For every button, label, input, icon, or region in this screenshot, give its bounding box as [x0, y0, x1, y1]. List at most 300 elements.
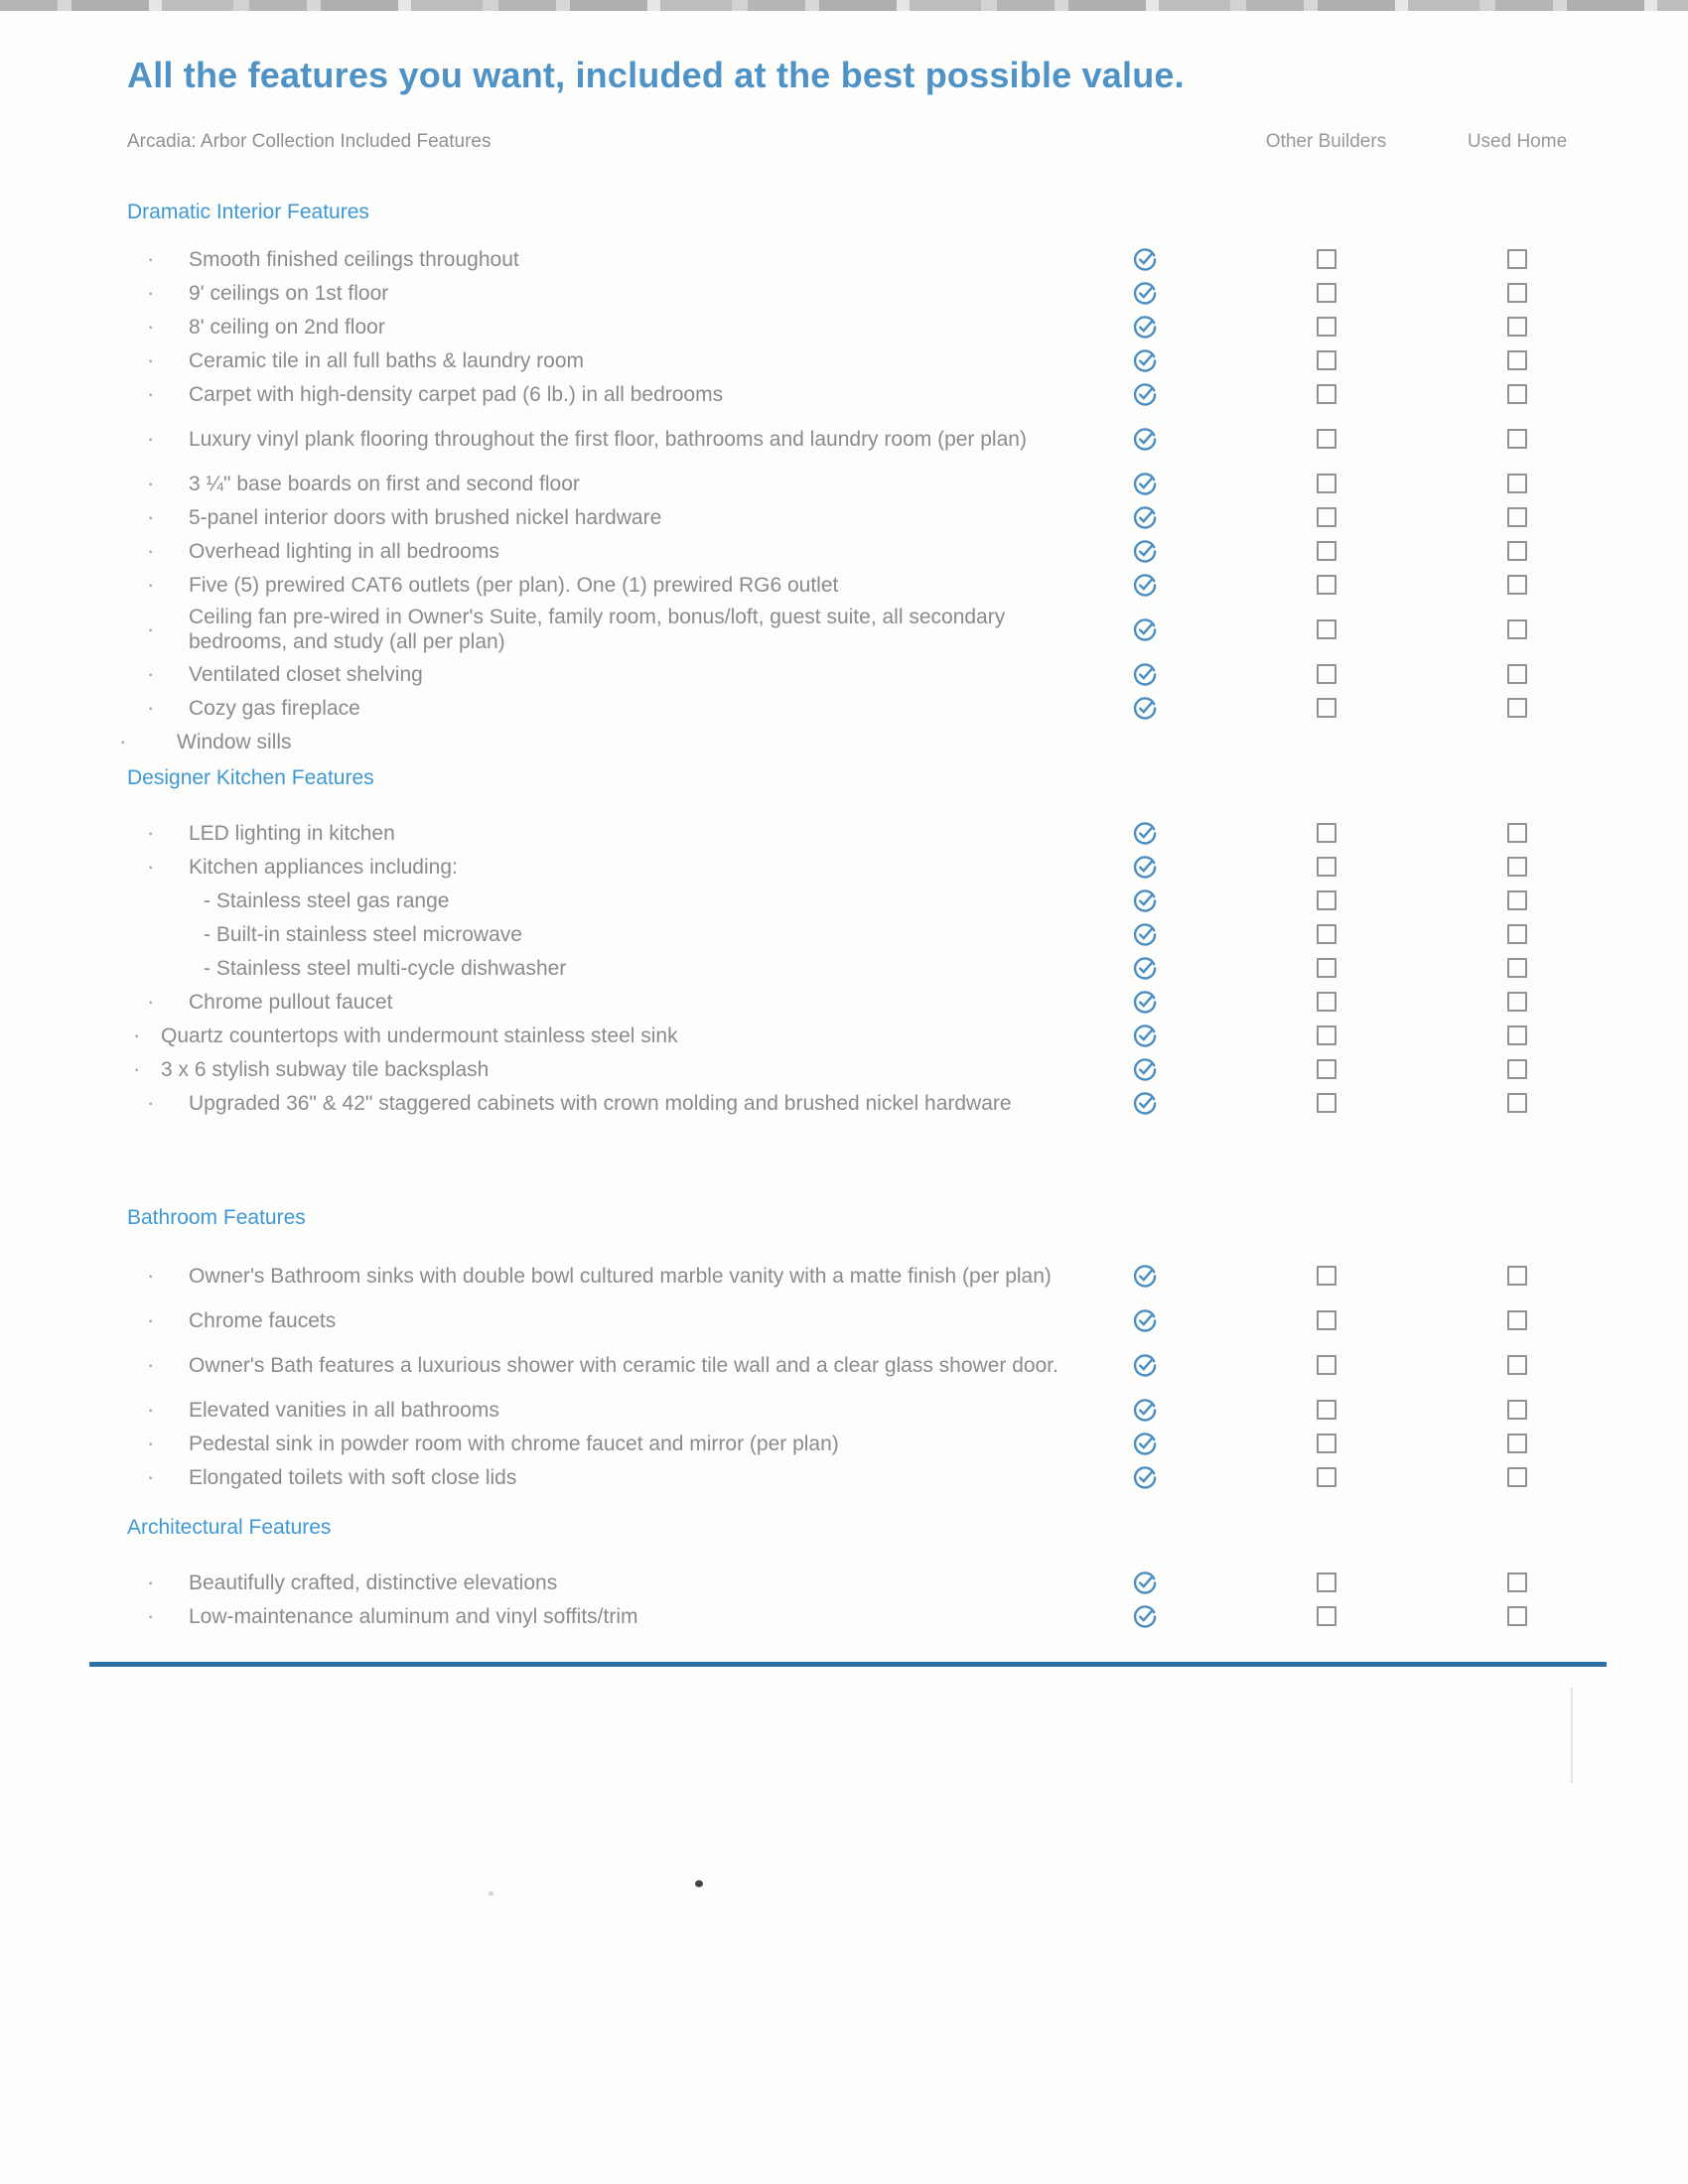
feature-text: Upgraded 36" & 42" staggered cabinets with crown molding and brushed nickel hardware	[189, 1091, 1012, 1115]
feature-label	[127, 990, 1085, 1015]
feature-text: Pedestal sink in powder room with chrome faucet and mirror (per plan)	[189, 1432, 839, 1455]
feature-row	[127, 1303, 1688, 1337]
bullet-dot: ·	[147, 1603, 155, 1628]
used-home-checkbox[interactable]	[1507, 350, 1527, 370]
used-home-checkbox-cell	[1448, 1025, 1587, 1045]
feature-text: Window sills	[177, 730, 292, 753]
circled-check-icon	[1132, 1570, 1158, 1595]
used-home-checkbox-cell	[1448, 474, 1587, 493]
feature-text: Ceiling fan pre-wired in Owner's Suite, family room, bonus/loft, guest suite, all secondary bedrooms, and study (all per plan)	[189, 606, 1006, 653]
feature-text: Quartz countertops with undermount stainless steel sink	[161, 1024, 678, 1047]
feature-text: 5-panel interior doors with brushed nickel hardware	[189, 505, 662, 529]
other-builders-checkbox[interactable]	[1317, 857, 1336, 877]
other-builders-checkbox-cell	[1204, 1400, 1448, 1420]
used-home-checkbox[interactable]	[1507, 823, 1527, 843]
feature-text: Ceramic tile in all full baths & laundry room	[189, 348, 584, 372]
other-builders-checkbox[interactable]	[1317, 507, 1336, 527]
arcadia-included-cell	[1085, 616, 1204, 642]
other-builders-checkbox[interactable]	[1317, 1433, 1336, 1453]
arcadia-included-cell	[1085, 820, 1204, 846]
used-home-checkbox[interactable]	[1507, 958, 1527, 978]
circled-check-icon	[1132, 572, 1158, 598]
other-builders-checkbox[interactable]	[1317, 664, 1336, 684]
feature-text: Low-maintenance aluminum and vinyl soffits/trim	[189, 1604, 638, 1628]
other-builders-checkbox-cell	[1204, 924, 1448, 944]
bullet-dot: ·	[147, 854, 155, 879]
feature-text: - Stainless steel multi-cycle dishwasher	[204, 956, 567, 980]
bullet-dot: ·	[147, 695, 155, 720]
scan-edge-artifact	[0, 0, 1688, 11]
feature-text: Owner's Bathroom sinks with double bowl cultured marble vanity with a matte finish (per plan)	[189, 1264, 1052, 1288]
used-home-checkbox-cell	[1448, 1606, 1587, 1626]
used-home-checkbox-cell	[1448, 823, 1587, 843]
feature-label	[127, 662, 1085, 687]
bullet-dot: ·	[147, 1263, 155, 1288]
used-home-checkbox[interactable]	[1507, 619, 1527, 639]
section-title: Dramatic Interior Features	[127, 201, 369, 223]
feature-label	[127, 427, 1085, 452]
feature-row	[127, 850, 1688, 884]
other-builders-checkbox-cell	[1204, 823, 1448, 843]
other-builders-checkbox[interactable]	[1317, 1355, 1336, 1375]
used-home-checkbox[interactable]	[1507, 1093, 1527, 1113]
other-builders-checkbox-cell	[1204, 857, 1448, 877]
report-subtitle: Arcadia: Arbor Collection Included Features	[127, 131, 492, 152]
used-home-checkbox[interactable]	[1507, 698, 1527, 718]
other-builders-checkbox[interactable]	[1317, 698, 1336, 718]
feature-text: Owner's Bath features a luxurious shower with ceramic tile wall and a clear glass shower door.	[189, 1353, 1058, 1377]
bullet-dot: ·	[147, 246, 155, 271]
page-title: All the features you want, included at the best possible value.	[127, 55, 1185, 95]
used-home-checkbox-cell	[1448, 507, 1587, 527]
other-builders-checkbox-cell	[1204, 575, 1448, 595]
feature-text: Carpet with high-density carpet pad (6 lb.) in all bedrooms	[189, 382, 724, 406]
arcadia-included-cell	[1085, 504, 1204, 530]
feature-row	[127, 1393, 1688, 1427]
feature-row	[127, 1460, 1688, 1494]
used-home-checkbox-cell	[1448, 924, 1587, 944]
bullet-dot: ·	[133, 1023, 141, 1047]
feature-text: Cozy gas fireplace	[189, 696, 360, 720]
other-builders-checkbox-cell	[1204, 350, 1448, 370]
other-builders-checkbox-cell	[1204, 958, 1448, 978]
arcadia-included-cell	[1085, 955, 1204, 981]
feature-label	[127, 696, 1085, 721]
feature-text: Five (5) prewired CAT6 outlets (per plan). One (1) prewired RG6 outlet	[189, 573, 839, 597]
feature-text: Luxury vinyl plank flooring throughout the first floor, bathrooms and laundry room (per plan)	[189, 427, 1027, 451]
other-builders-checkbox[interactable]	[1317, 350, 1336, 370]
other-builders-checkbox-cell	[1204, 429, 1448, 449]
bullet-dot: ·	[133, 1056, 141, 1081]
other-builders-checkbox-cell	[1204, 1093, 1448, 1113]
used-home-checkbox-cell	[1448, 283, 1587, 303]
arcadia-included-cell	[1085, 1464, 1204, 1490]
column-header-used-home: Used Home	[1467, 131, 1568, 152]
section-title: Architectural Features	[127, 1516, 332, 1539]
bullet-dot: ·	[147, 572, 155, 597]
bullet-dot: ·	[147, 1307, 155, 1332]
other-builders-checkbox[interactable]	[1317, 1059, 1336, 1079]
other-builders-checkbox-cell	[1204, 698, 1448, 718]
other-builders-checkbox-cell	[1204, 1433, 1448, 1453]
feature-text: Chrome pullout faucet	[189, 990, 393, 1014]
circled-check-icon	[1132, 1603, 1158, 1629]
other-builders-checkbox-cell	[1204, 619, 1448, 639]
bullet-dot: ·	[147, 347, 155, 372]
feature-text: 9' ceilings on 1st floor	[189, 281, 389, 305]
used-home-checkbox[interactable]	[1507, 474, 1527, 493]
used-home-checkbox-cell	[1448, 1310, 1587, 1330]
feature-row	[127, 534, 1688, 568]
feature-label	[127, 382, 1085, 407]
used-home-checkbox[interactable]	[1507, 1606, 1527, 1626]
feature-row	[127, 242, 1688, 276]
feature-text: Beautifully crafted, distinctive elevations	[189, 1570, 558, 1594]
feature-row	[127, 657, 1688, 691]
other-builders-checkbox-cell	[1204, 1355, 1448, 1375]
other-builders-checkbox[interactable]	[1317, 1467, 1336, 1487]
feature-text: Elongated toilets with soft close lids	[189, 1465, 517, 1489]
circled-check-icon	[1132, 661, 1158, 687]
used-home-checkbox[interactable]	[1507, 890, 1527, 910]
feature-row	[127, 985, 1688, 1019]
used-home-checkbox[interactable]	[1507, 664, 1527, 684]
arcadia-included-cell	[1085, 1307, 1204, 1333]
used-home-checkbox[interactable]	[1507, 1467, 1527, 1487]
other-builders-checkbox[interactable]	[1317, 924, 1336, 944]
feature-label	[127, 1604, 1085, 1629]
features-section	[127, 1204, 1688, 1494]
bullet-dot: ·	[119, 729, 127, 753]
used-home-checkbox-cell	[1448, 541, 1587, 561]
circled-check-icon	[1132, 471, 1158, 496]
used-home-checkbox[interactable]	[1507, 857, 1527, 877]
circled-check-icon	[1132, 1307, 1158, 1333]
bullet-dot: ·	[147, 1431, 155, 1455]
circled-check-icon	[1132, 820, 1158, 846]
used-home-checkbox-cell	[1448, 575, 1587, 595]
used-home-checkbox-cell	[1448, 350, 1587, 370]
other-builders-checkbox[interactable]	[1317, 1266, 1336, 1286]
bullet-dot: ·	[147, 820, 155, 845]
feature-row	[127, 568, 1688, 602]
feature-label	[127, 315, 1085, 340]
other-builders-checkbox[interactable]	[1317, 429, 1336, 449]
other-builders-checkbox[interactable]	[1317, 958, 1336, 978]
features-section	[127, 1514, 1688, 1633]
feature-row	[127, 691, 1688, 725]
feature-row	[127, 1427, 1688, 1460]
feature-label	[127, 605, 1085, 654]
other-builders-checkbox-cell	[1204, 1572, 1448, 1592]
arcadia-included-cell	[1085, 1352, 1204, 1378]
feature-text: 3 ¼" base boards on first and second floor	[189, 472, 580, 495]
arcadia-included-cell	[1085, 426, 1204, 452]
used-home-checkbox-cell	[1448, 664, 1587, 684]
feature-label	[127, 956, 1085, 981]
circled-check-icon	[1132, 1090, 1158, 1116]
arcadia-included-cell	[1085, 246, 1204, 272]
feature-label	[127, 888, 1085, 913]
used-home-checkbox[interactable]	[1507, 1433, 1527, 1453]
used-home-checkbox-cell	[1448, 1400, 1587, 1420]
other-builders-checkbox-cell	[1204, 890, 1448, 910]
feature-label	[127, 1353, 1085, 1378]
used-home-checkbox-cell	[1448, 429, 1587, 449]
feature-label	[127, 1091, 1085, 1116]
arcadia-included-cell	[1085, 1090, 1204, 1116]
bullet-dot: ·	[147, 426, 155, 451]
feature-row	[127, 1248, 1688, 1303]
features-section	[119, 199, 1688, 758]
feature-row	[127, 951, 1688, 985]
circled-check-icon	[1132, 381, 1158, 407]
other-builders-checkbox[interactable]	[1317, 1606, 1336, 1626]
used-home-checkbox[interactable]	[1507, 1310, 1527, 1330]
circled-check-icon	[1132, 280, 1158, 306]
arcadia-included-cell	[1085, 854, 1204, 880]
feature-row	[127, 1599, 1688, 1633]
feature-label	[127, 472, 1085, 496]
circled-check-icon	[1132, 1023, 1158, 1048]
circled-check-icon	[1132, 246, 1158, 272]
arcadia-included-cell	[1085, 695, 1204, 721]
feature-text: Chrome faucets	[189, 1308, 337, 1332]
other-builders-checkbox[interactable]	[1317, 1093, 1336, 1113]
feature-label	[127, 1024, 1085, 1048]
feature-row	[127, 467, 1688, 500]
feature-label	[127, 1264, 1085, 1289]
other-builders-checkbox-cell	[1204, 1025, 1448, 1045]
circled-check-icon	[1132, 1263, 1158, 1289]
feature-label	[127, 1057, 1085, 1082]
used-home-checkbox-cell	[1448, 1266, 1587, 1286]
used-home-checkbox[interactable]	[1507, 541, 1527, 561]
used-home-checkbox[interactable]	[1507, 924, 1527, 944]
feature-row	[127, 276, 1688, 310]
feature-row	[127, 500, 1688, 534]
other-builders-checkbox[interactable]	[1317, 575, 1336, 595]
feature-label	[127, 539, 1085, 564]
scan-speck-artifact	[489, 1891, 493, 1896]
other-builders-checkbox[interactable]	[1317, 384, 1336, 404]
other-builders-checkbox[interactable]	[1317, 823, 1336, 843]
other-builders-checkbox-cell	[1204, 283, 1448, 303]
arcadia-included-cell	[1085, 280, 1204, 306]
used-home-checkbox-cell	[1448, 1355, 1587, 1375]
circled-check-icon	[1132, 887, 1158, 913]
feature-row	[127, 310, 1688, 343]
circled-check-icon	[1132, 1431, 1158, 1456]
feature-label	[127, 821, 1085, 846]
other-builders-checkbox-cell	[1204, 384, 1448, 404]
used-home-checkbox-cell	[1448, 857, 1587, 877]
other-builders-checkbox-cell	[1204, 1467, 1448, 1487]
used-home-checkbox[interactable]	[1507, 1572, 1527, 1592]
used-home-checkbox[interactable]	[1507, 1355, 1527, 1375]
feature-text: Elevated vanities in all bathrooms	[189, 1398, 499, 1422]
used-home-checkbox[interactable]	[1507, 1059, 1527, 1079]
bullet-dot: ·	[147, 1397, 155, 1422]
used-home-checkbox[interactable]	[1507, 507, 1527, 527]
circled-check-icon	[1132, 504, 1158, 530]
circled-check-icon	[1132, 921, 1158, 947]
circled-check-icon	[1132, 1397, 1158, 1423]
used-home-checkbox-cell	[1448, 384, 1587, 404]
arcadia-included-cell	[1085, 921, 1204, 947]
arcadia-included-cell	[1085, 572, 1204, 598]
features-section	[127, 764, 1688, 1120]
scan-dot-artifact	[695, 1880, 703, 1887]
other-builders-checkbox[interactable]	[1317, 1400, 1336, 1420]
feature-text: Kitchen appliances including:	[189, 855, 458, 879]
feature-row	[127, 343, 1688, 377]
feature-row	[127, 917, 1688, 951]
feature-label	[119, 729, 1085, 754]
feature-label	[127, 1308, 1085, 1333]
feature-label	[127, 1432, 1085, 1456]
other-builders-checkbox-cell	[1204, 474, 1448, 493]
used-home-checkbox-cell	[1448, 1433, 1587, 1453]
used-home-checkbox-cell	[1448, 1093, 1587, 1113]
circled-check-icon	[1132, 314, 1158, 340]
circled-check-icon	[1132, 426, 1158, 452]
used-home-checkbox-cell	[1448, 1467, 1587, 1487]
arcadia-included-cell	[1085, 314, 1204, 340]
arcadia-included-cell	[1085, 538, 1204, 564]
bullet-dot: ·	[147, 538, 155, 563]
bullet-dot: ·	[147, 1464, 155, 1489]
other-builders-checkbox-cell	[1204, 1606, 1448, 1626]
feature-row	[127, 1086, 1688, 1120]
other-builders-checkbox[interactable]	[1317, 619, 1336, 639]
feature-label	[127, 247, 1085, 272]
other-builders-checkbox[interactable]	[1317, 890, 1336, 910]
feature-text: - Stainless steel gas range	[204, 888, 450, 912]
bullet-dot: ·	[147, 1090, 155, 1115]
bullet-dot: ·	[147, 280, 155, 305]
feature-row	[127, 816, 1688, 850]
used-home-checkbox[interactable]	[1507, 992, 1527, 1012]
feature-sections	[119, 199, 1688, 1633]
section-title: Bathroom Features	[127, 1206, 306, 1229]
other-builders-checkbox[interactable]	[1317, 1310, 1336, 1330]
feature-row	[127, 411, 1688, 467]
circled-check-icon	[1132, 538, 1158, 564]
bullet-dot: ·	[147, 989, 155, 1014]
circled-check-icon	[1132, 955, 1158, 981]
other-builders-checkbox[interactable]	[1317, 249, 1336, 269]
used-home-checkbox-cell	[1448, 890, 1587, 910]
feature-row	[127, 1337, 1688, 1393]
used-home-checkbox-cell	[1448, 698, 1587, 718]
arcadia-included-cell	[1085, 1263, 1204, 1289]
feature-label	[127, 573, 1085, 598]
scan-vertical-line-artifact	[1571, 1688, 1573, 1783]
used-home-checkbox[interactable]	[1507, 575, 1527, 595]
arcadia-included-cell	[1085, 471, 1204, 496]
feature-text: Ventilated closet shelving	[189, 662, 423, 686]
feature-label	[127, 1465, 1085, 1490]
bullet-dot: ·	[147, 314, 155, 339]
feature-label	[127, 281, 1085, 306]
arcadia-included-cell	[1085, 661, 1204, 687]
bullet-dot: ·	[147, 381, 155, 406]
circled-check-icon	[1132, 989, 1158, 1015]
other-builders-checkbox[interactable]	[1317, 1572, 1336, 1592]
other-builders-checkbox-cell	[1204, 507, 1448, 527]
used-home-checkbox-cell	[1448, 619, 1587, 639]
other-builders-checkbox-cell	[1204, 664, 1448, 684]
divider-rule	[89, 1662, 1607, 1667]
feature-row	[127, 602, 1688, 657]
other-builders-checkbox-cell	[1204, 1266, 1448, 1286]
other-builders-checkbox[interactable]	[1317, 317, 1336, 337]
arcadia-included-cell	[1085, 1023, 1204, 1048]
arcadia-included-cell	[1085, 1431, 1204, 1456]
feature-text: 8' ceiling on 2nd floor	[189, 315, 385, 339]
arcadia-included-cell	[1085, 381, 1204, 407]
other-builders-checkbox-cell	[1204, 317, 1448, 337]
feature-row	[119, 725, 1688, 758]
feature-label	[127, 348, 1085, 373]
circled-check-icon	[1132, 695, 1158, 721]
other-builders-checkbox-cell	[1204, 249, 1448, 269]
feature-label	[127, 505, 1085, 530]
used-home-checkbox[interactable]	[1507, 317, 1527, 337]
feature-label	[127, 855, 1085, 880]
bullet-dot: ·	[147, 1570, 155, 1594]
circled-check-icon	[1132, 1352, 1158, 1378]
used-home-checkbox[interactable]	[1507, 1400, 1527, 1420]
used-home-checkbox[interactable]	[1507, 1025, 1527, 1045]
feature-row	[127, 1566, 1688, 1599]
arcadia-included-cell	[1085, 887, 1204, 913]
used-home-checkbox[interactable]	[1507, 384, 1527, 404]
feature-text: - Built-in stainless steel microwave	[204, 922, 522, 946]
feature-row	[127, 1052, 1688, 1086]
used-home-checkbox[interactable]	[1507, 1266, 1527, 1286]
other-builders-checkbox[interactable]	[1317, 474, 1336, 493]
arcadia-included-cell	[1085, 1056, 1204, 1082]
arcadia-included-cell	[1085, 1570, 1204, 1595]
feature-row	[127, 1019, 1688, 1052]
other-builders-checkbox-cell	[1204, 992, 1448, 1012]
section-title: Designer Kitchen Features	[127, 766, 374, 789]
feature-label	[127, 922, 1085, 947]
circled-check-icon	[1132, 1056, 1158, 1082]
used-home-checkbox[interactable]	[1507, 283, 1527, 303]
bullet-dot: ·	[147, 616, 155, 641]
other-builders-checkbox[interactable]	[1317, 992, 1336, 1012]
other-builders-checkbox-cell	[1204, 541, 1448, 561]
other-builders-checkbox[interactable]	[1317, 1025, 1336, 1045]
bullet-dot: ·	[147, 471, 155, 495]
other-builders-checkbox[interactable]	[1317, 541, 1336, 561]
arcadia-included-cell	[1085, 1603, 1204, 1629]
feature-row	[127, 884, 1688, 917]
feature-label	[127, 1570, 1085, 1595]
bullet-dot: ·	[147, 1352, 155, 1377]
used-home-checkbox-cell	[1448, 317, 1587, 337]
circled-check-icon	[1132, 1464, 1158, 1490]
other-builders-checkbox[interactable]	[1317, 283, 1336, 303]
used-home-checkbox[interactable]	[1507, 249, 1527, 269]
circled-check-icon	[1132, 854, 1158, 880]
circled-check-icon	[1132, 616, 1158, 642]
used-home-checkbox[interactable]	[1507, 429, 1527, 449]
used-home-checkbox-cell	[1448, 992, 1587, 1012]
